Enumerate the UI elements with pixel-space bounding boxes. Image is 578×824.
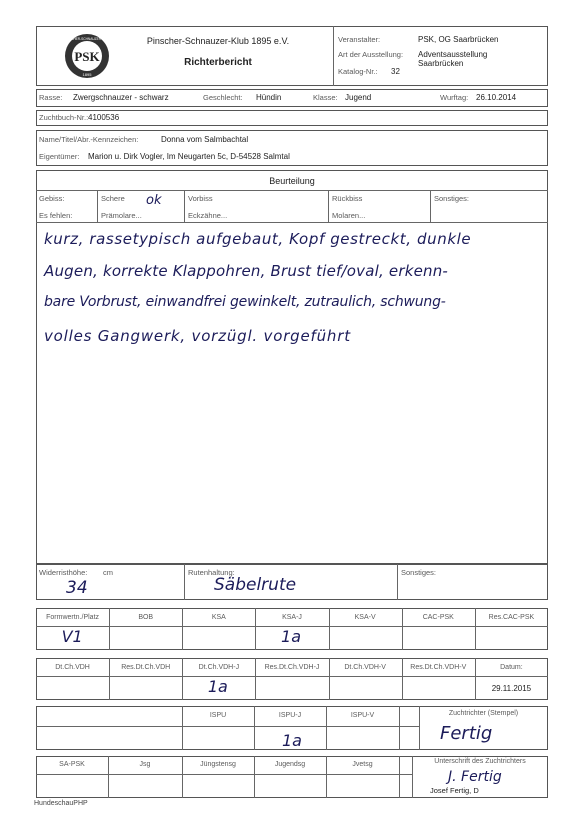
height-value: 34 xyxy=(66,578,88,598)
owner-value: Marion u. Dirk Vogler, Im Neugarten 5c, D-54528 Salmtal xyxy=(88,152,290,161)
grades-row2-header: Dt.Ch.VDH xyxy=(55,664,90,671)
assessment-title-line xyxy=(36,190,548,191)
owner-label: Eigentümer: xyxy=(39,152,80,161)
organizer-value: PSK, OG Saarbrücken xyxy=(418,35,499,44)
bite-divider-1 xyxy=(97,190,98,222)
logo-ring-bottom: 1895 xyxy=(82,72,92,77)
assessment-text-line-1: kurz, rassetypisch aufgebaut, Kopf gestreckt, dunkle xyxy=(44,230,472,248)
catalog-label: Katalog-Nr.: xyxy=(338,67,378,76)
grades-row2-header: Dt.Ch.VDH-V xyxy=(344,664,386,671)
measures-divider-2 xyxy=(397,564,398,600)
assessment-text-line-4: volles Gangwerk, vorzügl. vorgeführt xyxy=(44,327,351,345)
grades-row2-header: Dt.Ch.VDH-J xyxy=(198,664,240,671)
bite-divider-3 xyxy=(328,190,329,222)
jvetsg-header: Jvetsg xyxy=(352,761,373,768)
grades-row4-mid xyxy=(36,774,412,775)
overbite-label: Vorbiss xyxy=(188,194,213,203)
sex-label: Geschlecht: xyxy=(203,93,243,102)
premolars-label: Prämolare... xyxy=(101,211,142,220)
header-divider xyxy=(333,26,334,86)
grades-row1-header: BOB xyxy=(138,614,154,621)
logo-letters: PSK xyxy=(74,49,100,64)
sex-value: Hündin xyxy=(256,93,282,102)
grades-row1-header: KSA-J xyxy=(282,614,302,621)
ispu-v-header: ISPU-V xyxy=(350,712,375,719)
grades-row2-value: 1a xyxy=(207,677,228,696)
stamp-value: Fertig xyxy=(440,723,493,744)
bite-label: Gebiss: xyxy=(39,194,65,203)
show-type-label: Art der Ausstellung: xyxy=(338,50,404,59)
assessment-text-line-2: Augen, korrekte Klappohren, Brust tief/oval, erkenn- xyxy=(44,262,449,280)
grades-row1-header: KSA xyxy=(211,614,226,621)
name-label: Name/Titel/Abr.-Kennzeichen: xyxy=(39,135,139,144)
grades-row2-header: Res.Dt.Ch.VDH-J xyxy=(264,664,320,671)
grades-row1-header: CAC-PSK xyxy=(422,614,454,621)
class-label: Klasse: xyxy=(313,93,338,102)
grades-row1-value: 1a xyxy=(281,627,301,646)
bite-divider-2 xyxy=(184,190,185,222)
grades-row1-header: KSA-V xyxy=(354,614,376,621)
ispu-header: ISPU xyxy=(209,712,227,719)
logo-ring-top: PINSCHER-SCHNAUZER-KLUB xyxy=(64,37,110,41)
software-footer: HundeschauPHP xyxy=(34,800,88,807)
studbook-value: 4100536 xyxy=(88,113,120,122)
class-value: Jugend xyxy=(345,93,372,102)
signature-scrawl: J. Fertig xyxy=(448,769,502,785)
grades-row2-header: Res.Dt.Ch.VDH xyxy=(121,664,171,671)
assessment-title: Beurteilung xyxy=(269,176,315,186)
measures-misc-label: Sonstiges: xyxy=(401,568,437,577)
report-title: Richterbericht xyxy=(184,57,252,68)
catalog-value: 32 xyxy=(391,67,400,76)
measures-divider-1 xyxy=(184,564,185,600)
underbite-label: Rückbiss xyxy=(332,194,363,203)
bite-misc-label: Sonstiges: xyxy=(434,194,470,203)
show-type-value-1: Adventsausstellung xyxy=(418,50,488,59)
scissor-label: Schere xyxy=(101,194,125,203)
tail-value: Säbelrute xyxy=(214,575,297,595)
jsg-header: Jsg xyxy=(139,761,151,768)
juengstensg-header: Jüngstensg xyxy=(200,761,236,768)
club-name: Pinscher-Schnauzer-Klub 1895 e.V. xyxy=(146,36,290,46)
jugendsg-header: Jugendsg xyxy=(274,761,306,768)
bite-row-line xyxy=(36,222,548,223)
sa-psk-header: SA-PSK xyxy=(59,761,85,768)
ispu-j-header: ISPU-J xyxy=(278,712,302,719)
grades-row2-value: 29.11.2015 xyxy=(491,684,532,693)
scissor-value: ok xyxy=(146,193,162,208)
grades-row2-header: Datum: xyxy=(500,664,523,671)
breed-value: Zwergschnauzer - schwarz xyxy=(73,93,169,102)
grades-row4-div-e xyxy=(399,756,400,798)
height-label: Widerristhöhe: xyxy=(39,568,88,577)
molars-label: Molaren... xyxy=(332,211,366,220)
name-value: Donna vom Salmbachtal xyxy=(161,135,249,144)
bite-divider-4 xyxy=(430,190,431,222)
club-logo xyxy=(64,33,110,79)
litter-label: Wurftag: xyxy=(440,93,469,102)
litter-value: 26.10.2014 xyxy=(476,93,517,102)
show-type-value-2: Saarbrücken xyxy=(418,59,464,68)
organizer-label: Veranstalter: xyxy=(338,35,381,44)
signature-label: Unterschrift des Zuchtrichters xyxy=(434,758,526,765)
studbook-label: Zuchtbuch-Nr.: xyxy=(39,113,89,122)
signature-name: Josef Fertig, D xyxy=(430,786,479,795)
grades-row1-header: Res.CAC-PSK xyxy=(488,614,535,621)
grades-row3-div-d xyxy=(399,706,400,750)
grades-row1-header: Formwertn./Platz xyxy=(46,614,100,621)
ispu-j-value: 1a xyxy=(282,731,302,750)
grades-row3-mid xyxy=(36,726,419,727)
stamp-label: Zuchtrichter (Stempel) xyxy=(448,710,519,717)
grades-row1-value: V1 xyxy=(61,627,83,646)
assessment-text-line-3: bare Vorbrust, einwandfrei gewinkelt, zutraulich, schwung- xyxy=(44,294,446,310)
tail-label: Rutenhaltung: xyxy=(188,568,235,577)
height-unit: cm xyxy=(103,568,113,577)
grades-row2-mid xyxy=(36,676,548,677)
grades-row2-header: Res.Dt.Ch.VDH-V xyxy=(410,664,467,671)
canines-label: Eckzähne... xyxy=(188,211,228,220)
missing-label: Es fehlen: xyxy=(39,211,73,220)
breed-label: Rasse: xyxy=(39,93,63,102)
